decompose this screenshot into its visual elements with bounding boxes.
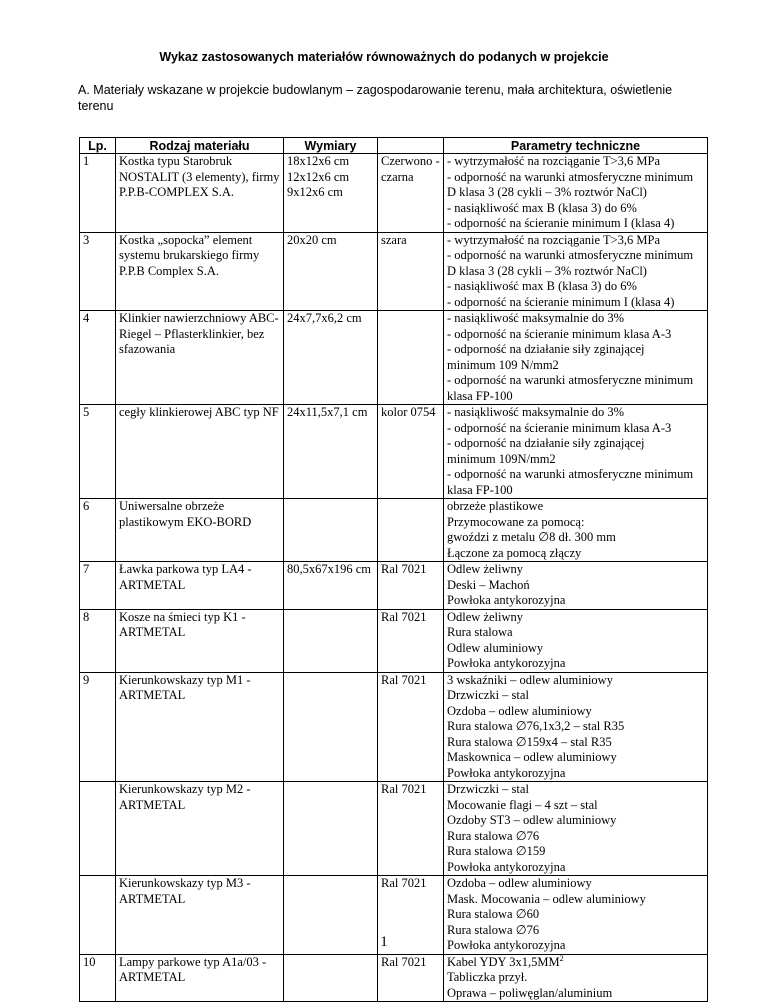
dimension-line: 24x7,7x6,2 cm [287,311,362,325]
header-color [378,138,444,154]
section-heading: A. Materiały wskazane w projekcie budowlanym – zagospodarowanie terenu, mała architektura, oświetlenie terenu [78,83,673,113]
cell-lp: 6 [80,499,116,562]
parameter-line [447,892,704,908]
cell-dimensions [284,782,378,876]
cell-material: Kierunkowskazy typ M2 - ARTMETAL [116,782,284,876]
parameter-text: Przymocowane za pomocą: [447,514,585,529]
parameter-text: - odporność na warunki atmosferyczne minimum [447,169,694,184]
parameter-text: - odporność na ścieranie minimum klasa A-3 [447,326,672,341]
table-row [80,782,708,876]
parameter-text: Rura stalowa ∅76 [447,922,540,937]
cell-dimensions [284,672,378,782]
table-row [80,311,708,405]
cell-dimensions [284,311,378,405]
parameter-text: obrzeże plastikowe [447,499,544,513]
parameter-line [447,562,704,578]
parameter-line [447,499,704,515]
parameter-text: - nasiąkliwość max B (klasa 3) do 6% [447,200,637,215]
parameter-line [447,421,704,437]
table-row [80,954,708,1002]
cell-color: Ral 7021 [378,609,444,672]
parameter-line [447,593,704,609]
parameter-line [447,546,704,562]
parameter-text: Powłoka antykorozyjna [447,593,566,607]
cell-dimensions [284,154,378,233]
parameter-line [447,154,704,170]
parameter-text: minimum 109 N/mm2 [447,357,559,372]
cell-color: szara [378,232,444,311]
superscript: 2 [559,954,564,963]
parameter-text: Rura stalowa [447,625,513,639]
parameter-text: Rura stalowa ∅60 [447,907,540,921]
cell-parameters [444,232,708,311]
cell-lp: 9 [80,672,116,782]
parameter-text: - nasiąkliwość maksymalnie do 3% [447,405,625,419]
parameter-text: Ozdoba – odlew aluminiowy [447,703,592,718]
parameter-line [447,719,704,735]
parameter-line [447,641,704,657]
header-lp: Lp. [80,138,116,154]
parameter-text: - odporność na warunki atmosferyczne minimum [447,373,694,387]
parameter-line [447,467,704,483]
cell-color: Ral 7021 [378,672,444,782]
parameter-line [447,610,704,626]
parameter-text: Rura stalowa ∅159x4 – stal R35 [447,734,612,749]
cell-lp [80,782,116,876]
cell-lp: 10 [80,954,116,1002]
cell-material: Ławka parkowa typ LA4 - ARTMETAL [116,562,284,610]
parameter-text: klasa FP-100 [447,482,513,497]
parameter-line [447,860,704,876]
parameter-line [447,185,704,201]
parameter-text: Rura stalowa ∅159 [447,844,546,858]
parameter-line [447,389,704,405]
cell-dimensions [284,954,378,1002]
header-dimensions: Wymiary [284,138,378,154]
cell-material: cegły klinkierowej ABC typ NF [116,405,284,499]
dimension-line: 24x11,5x7,1 cm [287,405,368,419]
cell-material: Kosze na śmieci typ K1 - ARTMETAL [116,609,284,672]
cell-parameters [444,405,708,499]
parameter-text: Oprawa – poliwęglan/aluminium [447,985,613,1000]
parameter-line [447,327,704,343]
parameter-line [447,735,704,751]
parameter-line [447,986,704,1002]
cell-color: kolor 0754 [378,405,444,499]
dimension-line: 9x12x6 cm [287,185,343,199]
cell-color: Czerwono -czarna [378,154,444,233]
parameter-line [447,279,704,295]
parameter-text: - nasiąkliwość maksymalnie do 3% [447,311,625,325]
cell-dimensions [284,609,378,672]
cell-dimensions [284,232,378,311]
parameter-line [447,656,704,672]
parameter-text: Odlew aluminiowy [447,640,544,655]
parameter-text: Kabel YDY 3x1,5MM [447,954,560,969]
parameter-text: - wytrzymałość na rozciąganie T>3,6 MPa [447,232,661,247]
parameter-text: D klasa 3 (28 cykli – 3% roztwór NaCl) [447,263,647,278]
parameter-line [447,358,704,374]
parameter-line [447,264,704,280]
parameter-text: D klasa 3 (28 cykli – 3% roztwór NaCl) [447,185,647,199]
parameter-line [447,578,704,594]
parameter-line [447,311,704,327]
cell-color: Ral 7021 [378,954,444,1002]
cell-color: Ral 7021 [378,782,444,876]
parameter-line [447,436,704,452]
cell-parameters [444,609,708,672]
dimension-line: 80,5x67x196 cm [287,562,372,576]
parameter-line [447,970,704,986]
parameter-line [447,673,704,689]
cell-material: Kostka „sopocka” element systemu brukarskiego firmy P.P.B Complex S.A. [116,232,284,311]
parameter-text: Odlew żeliwny [447,609,524,624]
parameter-text: Powłoka antykorozyjna [447,859,566,874]
parameter-line [447,955,704,971]
cell-parameters [444,562,708,610]
parameter-text: Drzwiczki – stal [447,688,529,702]
cell-lp: 3 [80,232,116,311]
parameter-line [447,625,704,641]
parameter-text: gwoździ z metalu ∅8 dł. 300 mm [447,530,616,544]
cell-dimensions [284,499,378,562]
cell-color: Ral 7021 [378,876,444,955]
cell-material: Kierunkowskazy typ M1 - ARTMETAL [116,672,284,782]
cell-material: Kierunkowskazy typ M3 - ARTMETAL [116,876,284,955]
parameter-text: Rura stalowa ∅76 [447,828,540,843]
table-row [80,154,708,233]
parameter-text: Tabliczka przył. [447,970,528,984]
parameter-line [447,342,704,358]
parameter-text: Powłoka antykorozyjna [447,765,566,780]
parameter-text: Ozdoba – odlew aluminiowy [447,876,592,890]
parameter-text: Mask. Mocowania – odlew aluminiowy [447,891,646,906]
parameter-line [447,844,704,860]
cell-color [378,499,444,562]
header-material: Rodzaj materiału [116,138,284,154]
parameter-line [447,750,704,766]
cell-material: Kostka typu Starobruk NOSTALIT (3 elementy), firmy P.P.B-COMPLEX S.A. [116,154,284,233]
parameter-line [447,688,704,704]
parameter-line [447,813,704,829]
parameter-text: Maskownica – odlew aluminiowy [447,750,617,764]
cell-color: Ral 7021 [378,562,444,610]
parameter-text: Łączone za pomocą złączy [447,545,582,560]
cell-parameters [444,499,708,562]
cell-dimensions [284,405,378,499]
materials-table [79,137,708,1002]
table-row [80,499,708,562]
parameter-text: - wytrzymałość na rozciąganie T>3,6 MPa [447,154,661,168]
parameter-line [447,515,704,531]
parameter-line [447,201,704,217]
cell-material: Lampy parkowe typ A1a/03 - ARTMETAL [116,954,284,1002]
dimension-line: 20x20 cm [287,232,337,247]
parameter-line [447,907,704,923]
cell-parameters [444,154,708,233]
cell-parameters [444,782,708,876]
parameter-text: 3 wskaźniki – odlew aluminiowy [447,672,613,687]
parameter-text: - odporność na warunki atmosferyczne minimum [447,467,694,481]
parameter-line [447,452,704,468]
table-row [80,609,708,672]
page-number: 1 [380,934,388,950]
parameter-line [447,829,704,845]
parameter-line [447,295,704,311]
document-title: Wykaz zastosowanych materiałów równoważnych do podanych w projekcie [159,50,609,64]
cell-lp: 7 [80,562,116,610]
parameter-text: Deski – Machoń [447,577,530,592]
parameter-line [447,704,704,720]
table-row [80,562,708,610]
cell-lp: 1 [80,154,116,233]
parameter-text: - odporność na ścieranie minimum I (klasa 4) [447,294,675,309]
parameter-line [447,170,704,186]
parameter-text: klasa FP-100 [447,388,513,403]
parameter-line [447,373,704,389]
cell-lp: 4 [80,311,116,405]
cell-lp: 8 [80,609,116,672]
parameter-line [447,798,704,814]
parameter-text: Odlew żeliwny [447,562,524,576]
dimension-line: 18x12x6 cm [287,154,350,168]
parameter-text: - odporność na działanie siły zginającej [447,436,645,450]
parameter-line [447,782,704,798]
parameter-text: - odporność na ścieranie minimum klasa A-3 [447,420,672,435]
parameter-line [447,530,704,546]
parameter-text: Mocowanie flagi – 4 szt – stal [447,797,598,812]
parameter-text: Rura stalowa ∅76,1x3,2 – stal R35 [447,719,625,733]
parameter-text: minimum 109N/mm2 [447,451,556,466]
parameter-line [447,405,704,421]
dimension-line: 12x12x6 cm [287,169,350,184]
parameter-line [447,766,704,782]
parameter-line [447,248,704,264]
table-row [80,672,708,782]
parameter-text: Powłoka antykorozyjna [447,656,566,670]
cell-lp: 5 [80,405,116,499]
header-parameters: Parametry techniczne [444,138,708,154]
parameter-text: - nasiąkliwość max B (klasa 3) do 6% [447,279,637,293]
parameter-text: Ozdoby ST3 – odlew aluminiowy [447,813,617,827]
parameter-text: Powłoka antykorozyjna [447,938,566,952]
table-row [80,232,708,311]
parameter-text: - odporność na ścieranie minimum I (klasa 4) [447,216,675,230]
cell-parameters [444,954,708,1002]
table-row [80,405,708,499]
parameter-line [447,216,704,232]
parameter-text: Drzwiczki – stal [447,782,529,796]
parameter-line [447,483,704,499]
table-header-row [80,138,708,154]
cell-parameters [444,311,708,405]
parameter-line [447,233,704,249]
parameter-line [447,876,704,892]
cell-dimensions [284,562,378,610]
cell-parameters [444,672,708,782]
cell-material: Klinkier nawierzchniowy ABC-Riegel – Pflasterklinkier, bez sfazowania [116,311,284,405]
cell-color [378,311,444,405]
parameter-text: - odporność na działanie siły zginającej [447,342,645,356]
parameter-text: - odporność na warunki atmosferyczne minimum [447,248,694,262]
cell-material: Uniwersalne obrzeże plastikowym EKO-BORD [116,499,284,562]
